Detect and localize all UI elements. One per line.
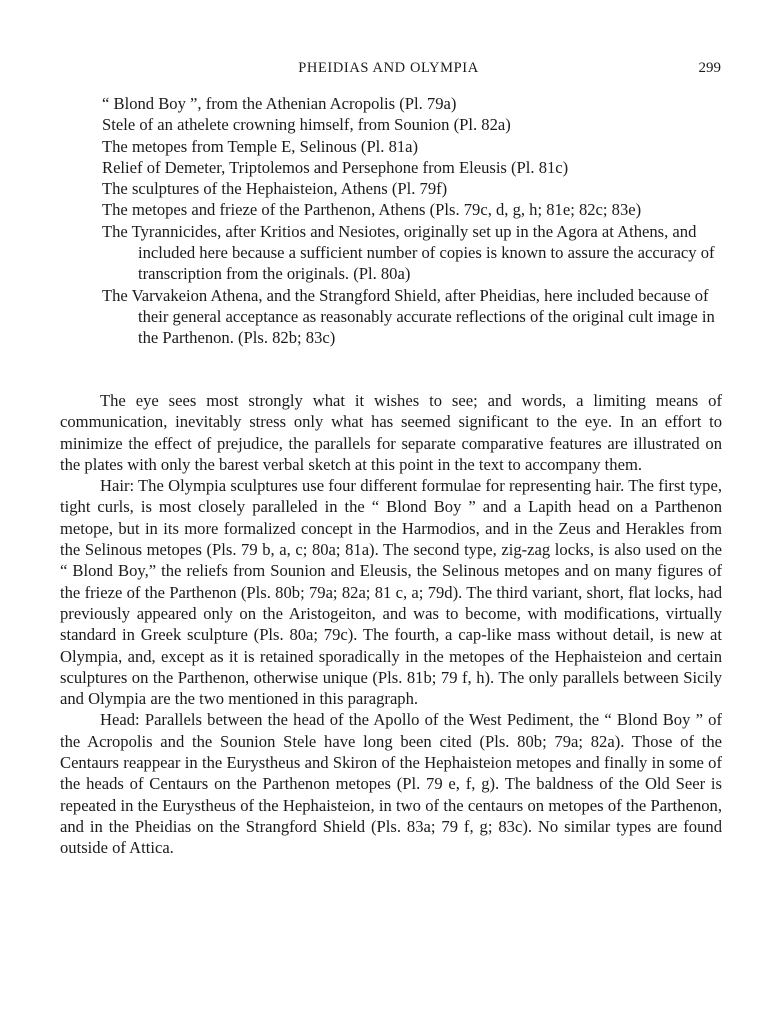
paragraph-hair: Hair: The Olympia sculptures use four different formulae for representing hair. The first type, tight curls, is most closely paralleled in the “ Blond Boy ” and a Lapith head on a Parthenon metope, but in its more formalized concept in the Harmodios, and in the Zeus and Herakles from the Selinous metopes (Pls. 79 b, a, c; 80a; 81a). The second type, zig-zag locks, is also used on the “ Blond Boy,” the reliefs from Sounion and Eleusis, the Selinous metopes and on many figures of the frieze of the Parthenon (Pls. 80b; 79a; 82a; 81 c, a; 79d). The third variant, short, flat locks, had previously appeared only on the Aristogeiton, and was to become, with modifications, virtually standard in Greek sculpture (Pls. 80a; 79c). The fourth, a cap-like mass without detail, is new at Olympia, and, except as it is retained sporadically in the metopes of the Hephaisteion and certain sculptures on the Parthenon, otherwise unique (Pls. 81b; 79 f, h). The only parallels between Sicily and Olympia are the two mentioned in this paragraph. — [60, 476, 722, 709]
list-item: “ Blond Boy ”, from the Athenian Acropolis (Pl. 79a) — [102, 94, 457, 113]
list-item: The sculptures of the Hephaisteion, Athens (Pl. 79f) — [102, 179, 448, 199]
page-number: 299 — [698, 60, 721, 76]
list-item: The Tyrannicides, after Kritios and Nesiotes, originally set up in the Agora at Athens, and included here because a sufficient number of copies is known to assure the accuracy of transcription from the originals. (Pl. 80a) — [102, 221, 715, 284]
running-title: PHEIDIAS AND OLYMPIA — [298, 60, 479, 76]
body-text — [60, 390, 722, 859]
list-item: Relief of Demeter, Triptolemos and Persephone from Eleusis (Pl. 81c) — [102, 157, 569, 177]
list-item: The metopes from Temple E, Selinous (Pl. 81a) — [102, 136, 419, 156]
list-item: Stele of an athelete crowning himself, from Sounion (Pl. 82a) — [102, 115, 511, 135]
paragraph-intro: The eye sees most strongly what it wishes to see; and words, a limiting means of communication, inevitably stress only what has seemed significant to the eye. In an effort to minimize the effect of prejudice, the parallels for separate comparative features are illustrated on the plates with only the barest verbal sketch at this point in the text to accompany them. — [60, 391, 722, 474]
list-item: The metopes and frieze of the Parthenon, Athens (Pls. 79c, d, g, h; 81e; 82c; 83e) — [102, 200, 642, 220]
monument-list — [102, 93, 722, 349]
list-item: The Varvakeion Athena, and the Strangford Shield, after Pheidias, here included because of their general acceptance as reasonably accurate reflections of the original cult image in the Parthenon. (Pls. 82b; 83c) — [102, 285, 715, 348]
paragraph-head: Head: Parallels between the head of the Apollo of the West Pediment, the “ Blond Boy ” of the Acropolis and the Sounion Stele have long been cited (Pls. 80b; 79a; 82a). Those of the Centaurs reappear in the Eurystheus and Skiron of the Hephaisteion metopes and finally in some of the heads of Centaurs on the Parthenon metopes (Pl. 79 e, f, g). The baldness of the Old Seer is repeated in the Eurystheus of the Hephaisteion, in two of the centaurs on metopes of the Parthenon, and in the Pheidias on the Strangford Shield (Pls. 83a; 79 f, g; 83c). No similar types are found outside of Attica. — [60, 710, 722, 858]
running-head — [0, 60, 777, 82]
